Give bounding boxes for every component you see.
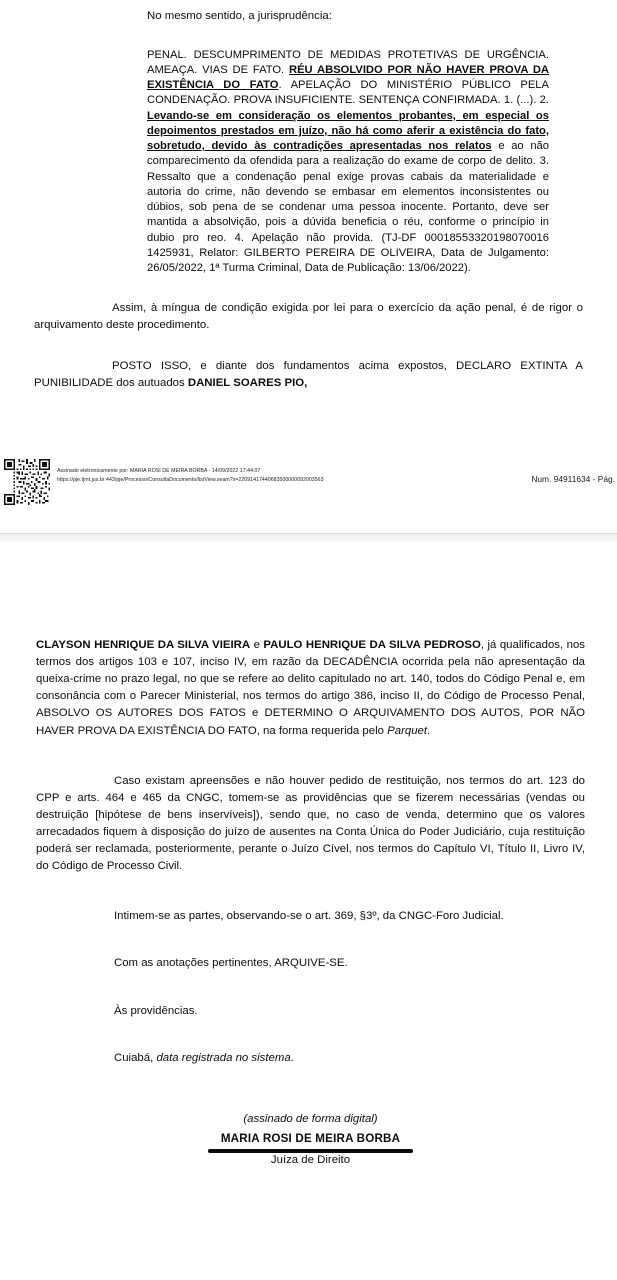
city-date-period: . xyxy=(290,1051,294,1064)
absolvicao-body-text: , já qualificados, nos termos dos artigos 103 e 107, inciso IV, em razão da DECADÊNCIA ocorrida pela não apresentação da queixa-crime no prazo legal, no que se refere ao delito capitulado no art. 140, todos do Código Penal e, em consonância com o Parecer Ministerial, nos termos do artigo 386, inciso II, do Código de Processo Penal, ABSOLVO OS AUTORES DOS FATOS e DETERMINO O ARQUIVAMENTO DOS AUTOS, POR NÃO HAVER PROVA DA EXISTÊNCIA DO FATO, na forma requerida pelo xyxy=(36,639,585,737)
quote-segment-3: . APELAÇÃO DO MINISTÉRIO PÚBLICO PELA CONDENAÇÃO. PROVA INSUFICIENTE. SENTENÇA CONFIRMADA. 1. (...). 2. xyxy=(147,79,549,107)
signature-stamp-strip xyxy=(0,458,617,505)
page-separator xyxy=(0,525,617,555)
autor-name-2: PAULO HENRIQUE DA SILVA PEDROSO xyxy=(263,639,481,651)
parquet-term: Parquet xyxy=(387,724,428,737)
quote-segment-1: PENAL. DESCUMPRIMENTO DE MEDIDAS PROTETIVAS DE URGÊNCIA. AMEAÇA. VIAS DE FATO. xyxy=(147,48,549,76)
absolvicao-period: . xyxy=(427,724,431,737)
quote-highlight-1: RÉU ABSOLVIDO POR NÃO HAVER PROVA DA EXISTÊNCIA DO FATO xyxy=(147,64,549,92)
paragraph-assim: Assim, à míngua de condição exigida por lei para o exercício da ação penal, é de rigor o arquivamento deste procedimento. xyxy=(34,302,583,332)
signature-block xyxy=(36,1113,585,1166)
page-one-content xyxy=(0,0,617,391)
document-number-label: Num. 94911634 - Pág. xyxy=(531,474,615,484)
paragraph-providencias: Às providências. xyxy=(114,1004,198,1017)
paragraph-absolvicao xyxy=(36,637,585,740)
jurisprudence-quote-block xyxy=(34,48,583,277)
signature-rule xyxy=(208,1149,413,1153)
posto-isso-text: POSTO ISSO, e diante dos fundamentos acima expostos, DECLARO EXTINTA A PUNIBILIDADE dos autuados xyxy=(34,359,583,389)
lead-paragraph: No mesmo sentido, a jurisprudência: xyxy=(147,10,332,22)
judge-name: MARIA ROSI DE MEIRA BORBA xyxy=(220,1131,401,1145)
city-name: Cuiabá, xyxy=(114,1051,157,1064)
verification-url-line: https://pje.tjmt.jus.br:443/pje/Processo/ConsultaDocumento/listView.seam?x=22091417440683500000092003563 xyxy=(57,477,324,484)
quote-highlight-2: Levando-se em consideração os elementos probantes, em especial os depoimentos prestados em juízo, não há como aferir a existência do fato, sobretudo, devido às contradições apresentadas nos relatos xyxy=(147,109,549,153)
qr-code-icon xyxy=(4,459,50,505)
names-conjunction: e xyxy=(250,639,264,651)
document-page-two xyxy=(0,555,617,1280)
quote-segment-5: e ao não comparecimento da ofendida para a realização do exame de corpo de delito. 3. Ressalto que a condenação penal exige provas cabais da materialidade e autoria do crime, não devendo se embasar em elementos inconsistentes ou dúbios, sob pena de se condenar uma pessoa inocente. Portanto, deve ser mantida a absolvição, pois a dúvida beneficia o réu, conforme o princípio in dubio pro reo. 4. Apelação não provida. (TJ-DF 00018553320198070016 1425931, Relator: GILBERTO PEREIRA DE OLIVEIRA, Data de Julgamento: 26/05/2022, 1ª Turma Criminal, Data de Publicação: 13/06/2022). xyxy=(147,140,549,275)
document-page-one xyxy=(0,0,617,525)
date-placeholder: data registrada no sistema xyxy=(156,1051,291,1064)
paragraph-anotacoes: Com as anotações pertinentes, ARQUIVE-SE. xyxy=(114,957,348,970)
judge-role: Juíza de Direito xyxy=(270,1153,351,1166)
paragraph-posto-isso xyxy=(34,358,583,392)
paragraph-apreensoes: Caso existam apreensões e não houver pedido de restituição, nos termos do art. 123 do CPP e arts. 464 e 465 da CNGC, tomem-se as providências que se fizerem necessárias (vendas ou destruição [hipótese de bens inservíveis]), sendo que, no caso de venda, determino que os valores arrecadados fiquem à disposição do juízo de ausentes na Conta Única do Poder Judiciário, cuja restituição poderá ser reclamada, posteriormente, perante o Juízo Cível, nos termos do Capítulo VI, Título II, Livro IV, do Código de Processo Civil. xyxy=(36,774,585,873)
page-two-content xyxy=(0,637,617,1166)
paragraph-city-date xyxy=(36,1050,585,1067)
signed-by-line: Assinado eletronicamente por: MARIA ROSI DE MEIRA BORBA - 14/09/2022 17:44:07 xyxy=(57,468,261,474)
digital-signature-note: (assinado de forma digital) xyxy=(243,1112,378,1125)
paragraph-intimem: Intimem-se as partes, observando-se o art. 369, §3º, da CNGC-Foro Judicial. xyxy=(114,910,504,923)
autor-name-1: CLAYSON HENRIQUE DA SILVA VIEIRA xyxy=(36,639,251,651)
signature-stamp-text xyxy=(57,458,324,485)
autuado-name: DANIEL SOARES PIO, xyxy=(187,376,308,389)
